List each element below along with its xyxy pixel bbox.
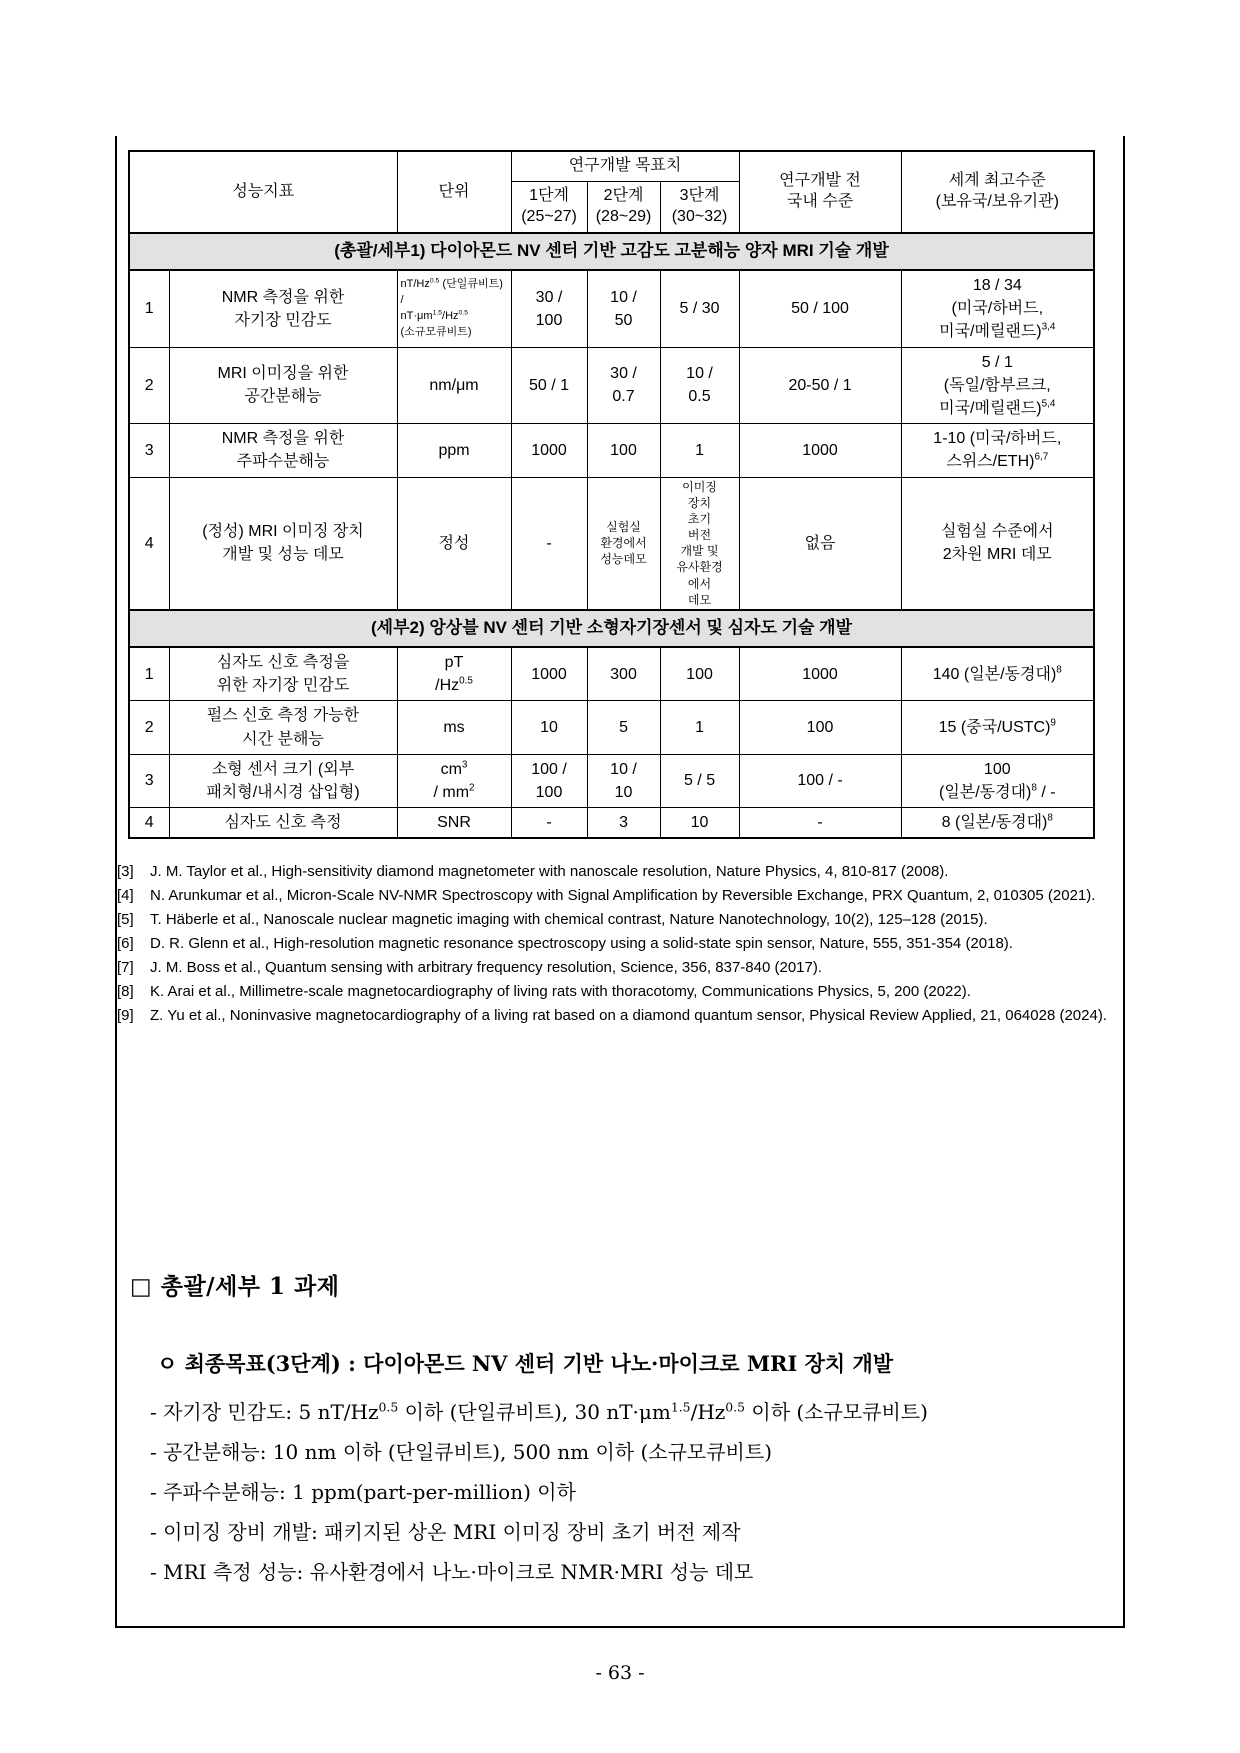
table-row <box>129 477 1094 610</box>
cell-unit: 정성 <box>397 477 511 610</box>
cell-unit: nm/μm <box>397 347 511 424</box>
cell-s2: 300 <box>587 647 660 701</box>
cell-domestic: 100 <box>739 701 901 754</box>
reference-item <box>117 884 1123 908</box>
performance-table <box>128 150 1095 839</box>
cell-s3: 10 <box>660 808 739 839</box>
section-heading: □ 총괄/세부 1 과제 <box>130 1273 340 1300</box>
header-unit: 단위 <box>397 151 511 233</box>
cell-name: 심자도 신호 측정 <box>169 808 397 839</box>
references-list <box>117 860 1123 1028</box>
cell-s1: 50 / 1 <box>511 347 587 424</box>
section-header-row <box>129 233 1094 270</box>
cell-s2: 5 <box>587 701 660 754</box>
cell-unit: $nT/Hz^{0.5}$ (단일큐비트) / $nT\cdot\mu m^{1.5}/Hz^{0.5}$ (소규모큐비트) <box>397 270 511 347</box>
reference-text: N. Arunkumar et al., Micron-Scale NV-NMR Spectroscopy with Signal Amplification by Reversible Exchange, PRX Quantum, 2, 010305 (2021). <box>150 887 1096 904</box>
section-header-row <box>129 610 1094 647</box>
cell-s3: 1 <box>660 424 739 477</box>
reference-label: [7] <box>117 959 134 976</box>
reference-text: Z. Yu et al., Noninvasive magnetocardiography of a living rat based on a diamond quantum sensor, Physical Review Applied, 21, 064028 (2024). <box>150 1007 1107 1024</box>
cell-name: 소형 센서 크기 (외부 패치형/내시경 삽입형) <box>169 754 397 807</box>
cell-domestic: 50 / 100 <box>739 270 901 347</box>
reference-text: T. Häberle et al., Nanoscale nuclear magnetic imaging with chemical contrast, Nature Nanotechnology, 10(2), 125–128 (2015). <box>150 911 988 928</box>
cell-world: 15 (중국/USTC)$^9$ <box>901 701 1094 754</box>
cell-unit: $cm^3$ / $mm^2$ <box>397 754 511 807</box>
cell-no: 4 <box>129 477 169 610</box>
table-row <box>129 270 1094 347</box>
header-rd-target: 연구개발 목표치 <box>511 151 739 181</box>
cell-name: 펄스 신호 측정 가능한 시간 분해능 <box>169 701 397 754</box>
cell-s1: - <box>511 808 587 839</box>
cell-s2: 10 / 50 <box>587 270 660 347</box>
cell-s1: 1000 <box>511 647 587 701</box>
perf-table-body <box>129 233 1094 838</box>
reference-label: [4] <box>117 887 134 904</box>
table-row <box>129 701 1094 754</box>
goal-bullet: - 주파수분해능: 1 ppm(part-per-million) 이하 <box>150 1480 576 1504</box>
cell-s2: 3 <box>587 808 660 839</box>
cell-s1: 10 <box>511 701 587 754</box>
cell-world: 140 (일본/동경대)$^8$ <box>901 647 1094 701</box>
reference-label: [3] <box>117 863 134 880</box>
reference-item <box>117 980 1123 1004</box>
reference-text: D. R. Glenn et al., High-resolution magnetic resonance spectroscopy using a solid-state spin sensor, Nature, 555, 351-354 (2018). <box>150 935 1013 952</box>
cell-s3: 5 / 5 <box>660 754 739 807</box>
cell-no: 3 <box>129 424 169 477</box>
cell-no: 2 <box>129 347 169 424</box>
cell-s1: 30 / 100 <box>511 270 587 347</box>
header-stage-1: 1단계 (25~27) <box>511 181 587 233</box>
reference-item <box>117 956 1123 980</box>
header-stage-3: 3단계 (30~32) <box>660 181 739 233</box>
cell-name: NMR 측정을 위한 자기장 민감도 <box>169 270 397 347</box>
cell-world: 1-10 (미국/하버드, 스위스/ETH)$^{6,7}$ <box>901 424 1094 477</box>
cell-s3: 10 / 0.5 <box>660 347 739 424</box>
reference-label: [9] <box>117 1007 134 1024</box>
reference-item <box>117 860 1123 884</box>
cell-name: NMR 측정을 위한 주파수분해능 <box>169 424 397 477</box>
cell-world: 5 / 1 (독일/함부르크, 미국/메릴랜드)$^{5,4}$ <box>901 347 1094 424</box>
table-row <box>129 647 1094 701</box>
cell-s3: 5 / 30 <box>660 270 739 347</box>
section-title: (총괄/세부1) 다이아몬드 NV 센터 기반 고감도 고분해능 양자 MRI 기술 개발 <box>129 233 1094 270</box>
cell-unit: ppm <box>397 424 511 477</box>
cell-domestic: 100 / - <box>739 754 901 807</box>
cell-s2: 30 / 0.7 <box>587 347 660 424</box>
cell-s2: 실험실 환경에서 성능데모 <box>587 477 660 610</box>
header-performance-indicator: 성능지표 <box>129 151 397 233</box>
cell-domestic: 1000 <box>739 647 901 701</box>
cell-unit: pT $/Hz^{0.5}$ <box>397 647 511 701</box>
cell-name: 심자도 신호 측정을 위한 자기장 민감도 <box>169 647 397 701</box>
reference-text: J. M. Boss et al., Quantum sensing with arbitrary frequency resolution, Science, 356, 837-840 (2017). <box>150 959 823 976</box>
cell-no: 1 <box>129 270 169 347</box>
goal-bullet: - 이미징 장비 개발: 패키지된 상온 MRI 이미징 장비 초기 버전 제작 <box>150 1520 741 1544</box>
cell-world: 100 (일본/동경대)$^8$ / - <box>901 754 1094 807</box>
cell-world: 18 / 34 (미국/하버드, 미국/메릴랜드)$^{3,4}$ <box>901 270 1094 347</box>
cell-s3: 1 <box>660 701 739 754</box>
cell-no: 4 <box>129 808 169 839</box>
cell-unit: SNR <box>397 808 511 839</box>
cell-no: 1 <box>129 647 169 701</box>
table-row <box>129 424 1094 477</box>
page-number: - 63 - <box>595 1662 645 1684</box>
table-header <box>129 151 1094 233</box>
header-domestic-level: 연구개발 전 국내 수준 <box>739 151 901 233</box>
cell-s2: 100 <box>587 424 660 477</box>
cell-domestic: 1000 <box>739 424 901 477</box>
cell-s2: 10 / 10 <box>587 754 660 807</box>
header-world-best: 세계 최고수준 (보유국/보유기관) <box>901 151 1094 233</box>
goal-bullet: - 공간분해능: 10 nm 이하 (단일큐비트), 500 nm 이하 (소규모큐비트) <box>150 1440 772 1464</box>
cell-world: 실험실 수준에서 2차원 MRI 데모 <box>901 477 1094 610</box>
goal-bullet: - 자기장 민감도: 5 $nT/Hz^{0.5}$ 이하 (단일큐비트), 30 $nT\cdot\mu m^{1.5}/Hz^{0.5}$ 이하 (소규모큐비트) <box>150 1399 928 1424</box>
cell-s3: 100 <box>660 647 739 701</box>
cell-s3: 이미징 장치 초기 버전 개발 및 유사환경 에서 데모 <box>660 477 739 610</box>
header-stage-2: 2단계 (28~29) <box>587 181 660 233</box>
cell-name: (정성) MRI 이미징 장치 개발 및 성능 데모 <box>169 477 397 610</box>
reference-text: J. M. Taylor et al., High-sensitivity diamond magnetometer with nanoscale resolution, Nature Physics, 4, 810-817 (2008). <box>150 863 949 880</box>
cell-name: MRI 이미징을 위한 공간분해능 <box>169 347 397 424</box>
goal-bullets <box>150 1392 1100 1592</box>
cell-domestic: 없음 <box>739 477 901 610</box>
cell-no: 2 <box>129 701 169 754</box>
cell-s1: 1000 <box>511 424 587 477</box>
cell-s1: 100 / 100 <box>511 754 587 807</box>
table-row <box>129 808 1094 839</box>
reference-item <box>117 908 1123 932</box>
section-title: (세부2) 앙상블 NV 센터 기반 소형자기장센서 및 심자도 기술 개발 <box>129 610 1094 647</box>
cell-domestic: - <box>739 808 901 839</box>
table-row <box>129 754 1094 807</box>
cell-s1: - <box>511 477 587 610</box>
cell-world: 8 (일본/동경대)$^8$ <box>901 808 1094 839</box>
reference-label: [5] <box>117 911 134 928</box>
cell-domestic: 20-50 / 1 <box>739 347 901 424</box>
reference-item <box>117 932 1123 956</box>
reference-text: K. Arai et al., Millimetre-scale magnetocardiography of living rats with thoracotomy, Communications Physics, 5, 200 (2022). <box>150 983 971 1000</box>
final-goal-line: ㅇ 최종목표(3단계) : 다이아몬드 NV 센터 기반 나노·마이크로 MRI 장치 개발 <box>157 1351 894 1376</box>
goal-bullet: - MRI 측정 성능: 유사환경에서 나노·마이크로 NMR·MRI 성능 데모 <box>150 1560 754 1584</box>
cell-unit: ms <box>397 701 511 754</box>
table-row <box>129 347 1094 424</box>
reference-label: [6] <box>117 935 134 952</box>
cell-no: 3 <box>129 754 169 807</box>
reference-item <box>117 1004 1123 1028</box>
reference-label: [8] <box>117 983 134 1000</box>
